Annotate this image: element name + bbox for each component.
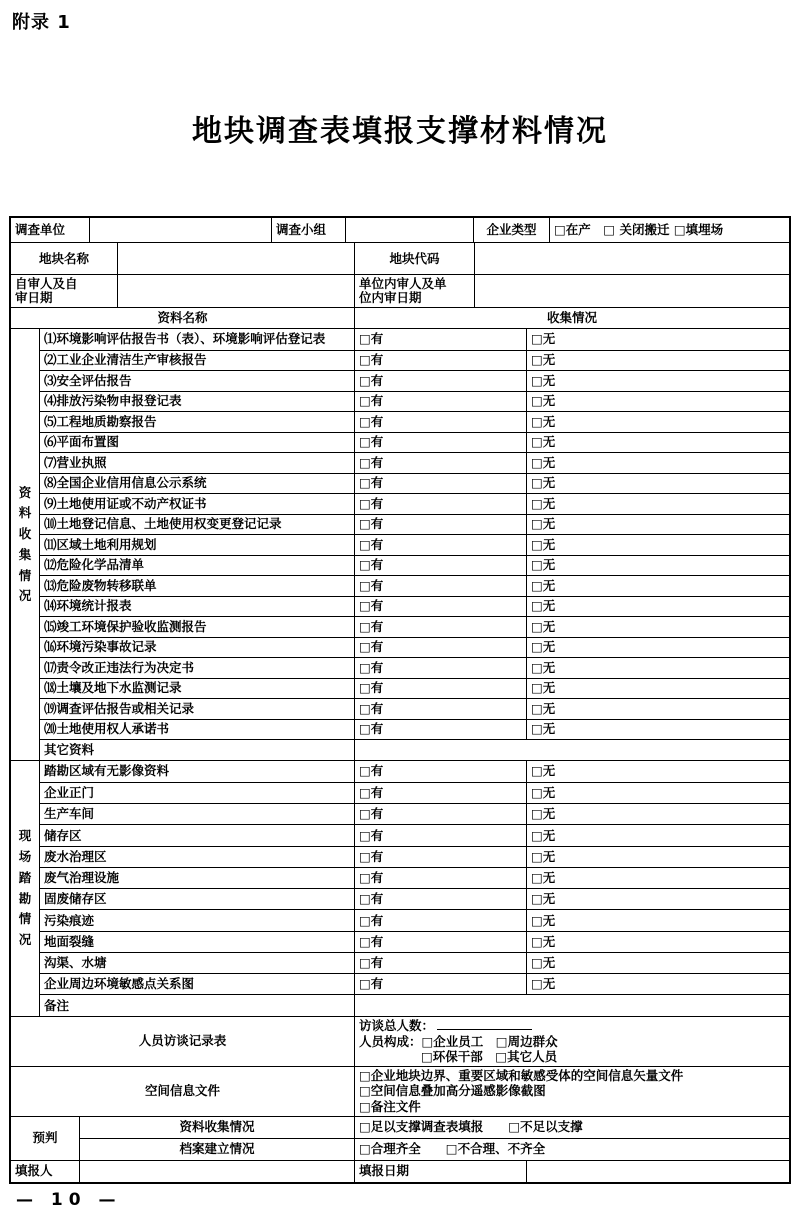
material-has-checkbox[interactable]: □有	[354, 638, 526, 658]
section-label-char: 勘	[18, 890, 32, 906]
site-remark-label: 备注	[39, 995, 354, 1015]
site-row	[39, 761, 789, 782]
site-none-checkbox[interactable]: □无	[526, 761, 789, 782]
material-row	[39, 678, 789, 699]
interview-detail	[354, 1017, 789, 1066]
prediction-section	[11, 1116, 789, 1160]
site-row	[39, 931, 789, 952]
section-label-char: 集	[18, 546, 32, 562]
site-item-label: 踏勘区域有无影像资料	[39, 761, 354, 782]
material-none-checkbox[interactable]: □无	[526, 474, 789, 494]
prediction-materials-options[interactable]: □足以支撑调查表填报 □不足以支撑	[354, 1117, 789, 1139]
internal-review-label: 单位内审人及单 位内审日期	[354, 275, 474, 307]
material-none-checkbox[interactable]: □无	[526, 638, 789, 658]
material-has-checkbox[interactable]: □有	[354, 720, 526, 740]
spatial-options	[354, 1067, 789, 1116]
site-row	[39, 846, 789, 867]
section-label-char: 踏	[18, 869, 32, 885]
site-remark-value[interactable]	[354, 995, 789, 1015]
material-none-checkbox[interactable]: □无	[526, 576, 789, 596]
site-none-checkbox[interactable]: □无	[526, 868, 789, 888]
material-name-label: ⑾区域土地利用规划	[39, 535, 354, 555]
material-has-checkbox[interactable]: □有	[354, 329, 526, 350]
material-name-label: ⑴环境影响评估报告书（表）、环境影响评估登记表	[39, 329, 354, 350]
material-name-label: ⑼土地使用证或不动产权证书	[39, 494, 354, 514]
self-review-value[interactable]	[117, 275, 354, 307]
material-row	[39, 350, 789, 371]
filler-label: 填报人	[15, 1163, 53, 1179]
parcel-code-value[interactable]	[474, 243, 789, 274]
section-label-char: 现	[18, 828, 32, 844]
material-none-checkbox[interactable]: □无	[526, 453, 789, 473]
column-header-row	[11, 307, 789, 328]
site-section	[11, 760, 789, 1016]
site-none-checkbox[interactable]: □无	[526, 953, 789, 973]
interview-total-label: 访谈总人数：	[359, 1018, 435, 1034]
site-none-checkbox[interactable]: □无	[526, 889, 789, 909]
material-has-checkbox[interactable]: □有	[354, 576, 526, 596]
survey-unit-value[interactable]	[89, 218, 271, 242]
site-has-checkbox[interactable]: □有	[354, 847, 526, 867]
material-none-checkbox[interactable]: □无	[526, 535, 789, 555]
material-row	[39, 329, 789, 350]
site-row	[39, 867, 789, 888]
material-has-checkbox[interactable]: □有	[354, 474, 526, 494]
other-materials-row	[39, 739, 789, 760]
fill-date-value[interactable]	[526, 1161, 789, 1182]
prediction-row-archive	[79, 1138, 789, 1160]
site-none-checkbox[interactable]: □无	[526, 825, 789, 845]
site-item-label: 生产车间	[39, 804, 354, 824]
header-row-3	[11, 274, 789, 307]
material-has-checkbox[interactable]: □有	[354, 453, 526, 473]
site-none-checkbox[interactable]: □无	[526, 804, 789, 824]
section-label-char: 况	[18, 588, 32, 604]
site-none-checkbox[interactable]: □无	[526, 847, 789, 867]
prediction-label: 预判	[32, 1130, 58, 1146]
material-row	[39, 719, 789, 740]
prediction-row-materials	[79, 1117, 789, 1139]
material-has-checkbox[interactable]: □有	[354, 556, 526, 576]
section-label-char: 收	[18, 526, 32, 541]
material-name-label: ⑷排放污染物申报登记表	[39, 392, 354, 412]
material-name-header: 资料名称	[157, 310, 208, 326]
site-has-checkbox[interactable]: □有	[354, 825, 526, 845]
parcel-name-value[interactable]	[117, 243, 354, 274]
material-has-checkbox[interactable]: □有	[354, 392, 526, 412]
material-row	[39, 596, 789, 617]
material-has-checkbox[interactable]: □有	[354, 433, 526, 453]
parcel-code-label: 地块代码	[354, 243, 474, 274]
site-remark-row	[39, 994, 789, 1015]
material-row	[39, 616, 789, 637]
filler-row	[11, 1160, 789, 1182]
material-has-checkbox[interactable]: □有	[354, 351, 526, 371]
material-row	[39, 452, 789, 473]
materials-section	[11, 328, 789, 760]
material-name-label: ⑽土地登记信息、土地使用权变更登记记录	[39, 515, 354, 535]
material-none-checkbox[interactable]: □无	[526, 494, 789, 514]
material-name-label: ⒂竣工环境保护验收监测报告	[39, 617, 354, 637]
site-has-checkbox[interactable]: □有	[354, 868, 526, 888]
prediction-archive-options[interactable]: □合理齐全 □不合理、不齐全	[354, 1139, 789, 1160]
material-none-checkbox[interactable]: □无	[526, 556, 789, 576]
material-name-label: ⒅土壤及地下水监测记录	[39, 679, 354, 699]
site-item-label: 固废储存区	[39, 889, 354, 909]
material-row	[39, 534, 789, 555]
site-row	[39, 803, 789, 824]
section-label-char: 情	[18, 567, 32, 583]
fill-date-label: 填报日期	[354, 1161, 526, 1182]
page-number: — 10 —	[16, 1190, 122, 1210]
materials-rows	[39, 329, 789, 760]
site-item-label: 企业周边环境敏感点关系图	[39, 974, 354, 994]
site-rows	[39, 761, 789, 1016]
spatial-option-vector[interactable]: □企业地块边界、重要区域和敏感受体的空间信息矢量文件	[359, 1067, 684, 1083]
section-label-char: 况	[18, 932, 32, 947]
site-item-label: 企业正门	[39, 783, 354, 803]
site-item-label: 污染痕迹	[39, 910, 354, 930]
site-item-label: 储存区	[39, 825, 354, 845]
material-none-checkbox[interactable]: □无	[526, 699, 789, 719]
site-has-checkbox[interactable]: □有	[354, 804, 526, 824]
spatial-option-remark[interactable]: □备注文件	[359, 1098, 421, 1114]
material-row	[39, 555, 789, 576]
material-has-checkbox[interactable]: □有	[354, 515, 526, 535]
material-row	[39, 657, 789, 678]
material-has-checkbox[interactable]: □有	[354, 371, 526, 391]
material-name-label: ⑵工业企业清洁生产审核报告	[39, 351, 354, 371]
material-row	[39, 411, 789, 432]
page-title: 地块调查表填报支撑材料情况	[192, 114, 608, 149]
interview-row	[11, 1016, 789, 1066]
material-row	[39, 473, 789, 494]
site-has-checkbox[interactable]: □有	[354, 889, 526, 909]
material-none-checkbox[interactable]: □无	[526, 617, 789, 637]
site-row	[39, 973, 789, 994]
material-name-label: ⑻全国企业信用信息公示系统	[39, 474, 354, 494]
site-row	[39, 824, 789, 845]
material-name-label: ⒃环境污染事故记录	[39, 638, 354, 658]
site-none-checkbox[interactable]: □无	[526, 932, 789, 952]
material-name-label: ⑶安全评估报告	[39, 371, 354, 391]
material-name-label: ⑺营业执照	[39, 453, 354, 473]
material-none-checkbox[interactable]: □无	[526, 679, 789, 699]
site-item-label: 地面裂缝	[39, 932, 354, 952]
material-has-checkbox[interactable]: □有	[354, 617, 526, 637]
material-none-checkbox[interactable]: □无	[526, 515, 789, 535]
interview-total-line	[359, 1017, 532, 1034]
site-none-checkbox[interactable]: □无	[526, 783, 789, 803]
enterprise-type-label: 企业类型	[473, 218, 549, 242]
enterprise-type-options[interactable]: □在产 □ 关闭搬迁 □填埋场	[549, 218, 789, 242]
prediction-label-cell	[11, 1117, 79, 1160]
material-has-checkbox[interactable]: □有	[354, 494, 526, 514]
material-name-label: ⒄责令改正违法行为决定书	[39, 658, 354, 678]
section-label-char: 料	[18, 505, 32, 521]
material-none-checkbox[interactable]: □无	[526, 412, 789, 432]
site-has-checkbox[interactable]: □有	[354, 932, 526, 952]
material-row	[39, 432, 789, 453]
material-row	[39, 637, 789, 658]
material-none-checkbox[interactable]: □无	[526, 371, 789, 391]
material-name-label: ⒀危险废物转移联单	[39, 576, 354, 596]
site-item-label: 废水治理区	[39, 847, 354, 867]
material-none-checkbox[interactable]: □无	[526, 658, 789, 678]
site-row	[39, 888, 789, 909]
material-row	[39, 514, 789, 535]
material-row	[39, 698, 789, 719]
material-has-checkbox[interactable]: □有	[354, 412, 526, 432]
site-none-checkbox[interactable]: □无	[526, 910, 789, 930]
material-name-label: ⒆调查评估报告或相关记录	[39, 699, 354, 719]
appendix-label: 附录 1	[12, 12, 71, 33]
material-name-label: ⑹平面布置图	[39, 433, 354, 453]
material-row	[39, 493, 789, 514]
parcel-name-label: 地块名称	[38, 250, 89, 266]
site-row	[39, 909, 789, 930]
material-name-label: ⒁环境统计报表	[39, 597, 354, 617]
material-has-checkbox[interactable]: □有	[354, 679, 526, 699]
site-item-label: 废气治理设施	[39, 868, 354, 888]
site-has-checkbox[interactable]: □有	[354, 974, 526, 994]
material-row	[39, 575, 789, 596]
spatial-row	[11, 1066, 789, 1116]
material-row	[39, 370, 789, 391]
material-name-label: ⑸工程地质勘察报告	[39, 412, 354, 432]
site-item-label: 沟渠、水塘	[39, 953, 354, 973]
material-none-checkbox[interactable]: □无	[526, 720, 789, 740]
site-section-label	[11, 761, 39, 1016]
survey-unit-label: 调查单位	[15, 222, 66, 238]
material-has-checkbox[interactable]: □有	[354, 658, 526, 678]
material-has-checkbox[interactable]: □有	[354, 535, 526, 555]
material-none-checkbox[interactable]: □无	[526, 329, 789, 350]
material-has-checkbox[interactable]: □有	[354, 597, 526, 617]
collection-status-header: 收集情况	[354, 308, 789, 328]
material-none-checkbox[interactable]: □无	[526, 433, 789, 453]
material-name-label: ⑿危险化学品清单	[39, 556, 354, 576]
section-label-char: 场	[18, 849, 32, 864]
interview-composition-line[interactable]: 人员构成：□企业员工 □周边群众	[359, 1033, 558, 1049]
material-row	[39, 391, 789, 412]
site-has-checkbox[interactable]: □有	[354, 953, 526, 973]
materials-section-label	[11, 329, 39, 760]
internal-review-value[interactable]	[474, 275, 789, 307]
interview-label: 人员访谈记录表	[138, 1033, 227, 1049]
site-row	[39, 952, 789, 973]
prediction-archive-label: 档案建立情况	[79, 1139, 354, 1160]
material-none-checkbox[interactable]: □无	[526, 597, 789, 617]
form-table	[9, 216, 791, 1184]
interview-composition-line2[interactable]: □环保干部 □其它人员	[421, 1049, 558, 1065]
other-materials-label: 其它资料	[39, 740, 354, 760]
survey-team-label: 调查小组	[271, 218, 345, 242]
spatial-label: 空间信息文件	[144, 1083, 220, 1099]
self-review-label: 自审人及自 审日期	[15, 276, 78, 305]
site-none-checkbox[interactable]: □无	[526, 974, 789, 994]
header-row-1	[11, 218, 789, 242]
site-has-checkbox[interactable]: □有	[354, 783, 526, 803]
material-none-checkbox[interactable]: □无	[526, 392, 789, 412]
header-row-2	[11, 242, 789, 274]
survey-team-value[interactable]	[345, 218, 473, 242]
site-has-checkbox[interactable]: □有	[354, 761, 526, 782]
section-label-char: 资	[18, 484, 32, 500]
material-has-checkbox[interactable]: □有	[354, 699, 526, 719]
section-label-char: 情	[18, 911, 32, 927]
material-name-label: ⒇土地使用权人承诺书	[39, 720, 354, 740]
interview-total-blank[interactable]	[437, 1017, 532, 1030]
prediction-rows	[79, 1117, 789, 1160]
spatial-option-screenshot[interactable]: □空间信息叠加高分遥感影像截图	[359, 1083, 546, 1099]
site-has-checkbox[interactable]: □有	[354, 910, 526, 930]
filler-value[interactable]	[79, 1161, 354, 1182]
site-row	[39, 782, 789, 803]
other-materials-value[interactable]	[354, 740, 789, 760]
prediction-materials-label: 资料收集情况	[79, 1117, 354, 1139]
material-none-checkbox[interactable]: □无	[526, 351, 789, 371]
